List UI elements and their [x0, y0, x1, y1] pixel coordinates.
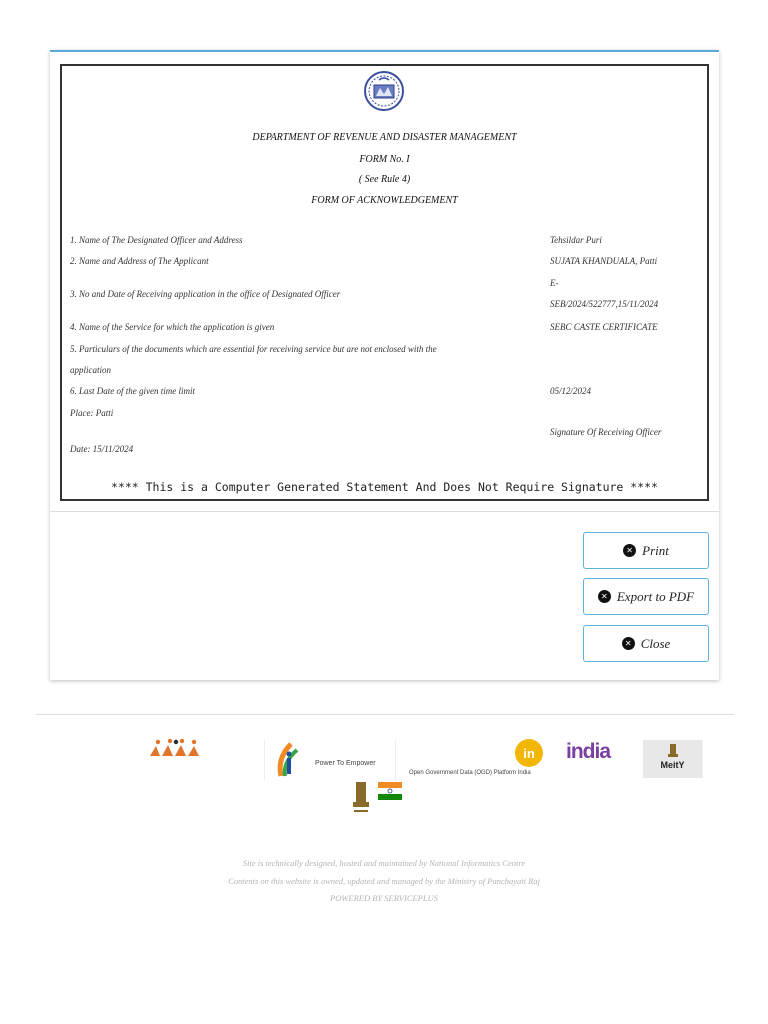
footer-line-ministry: Contents on this website is owned, updated and managed by the Ministry of Panchayati Raj — [228, 876, 540, 886]
export-pdf-button[interactable] — [583, 578, 709, 615]
row-2-label: 2. Name and Address of The Applicant — [70, 256, 209, 266]
meity-logo[interactable] — [643, 740, 703, 778]
meity-label: MeitY — [660, 760, 685, 770]
signature-label: Signature Of Receiving Officer — [550, 427, 662, 437]
footer-powered-by: POWERED BY SERVICEPLUS — [330, 893, 438, 903]
close-circle-icon: ✕ — [623, 544, 636, 557]
digital-india-icon — [275, 740, 305, 778]
row-3-value-line1: E- — [550, 278, 559, 288]
row-1-label: 1. Name of The Designated Officer and Address — [70, 235, 243, 245]
form-title: FORM OF ACKNOWLEDGEMENT — [311, 195, 458, 206]
close-circle-icon: ✕ — [598, 590, 611, 603]
ogd-icon — [514, 738, 544, 768]
close-button[interactable] — [583, 625, 709, 662]
national-emblem-icon — [667, 742, 679, 758]
row-4-label: 4. Name of the Service for which the application is given — [70, 322, 275, 332]
incredible-india-logo[interactable] — [566, 740, 610, 764]
footer-line-nic: Site is technically designed, hosted and maintained by National Informatics Centre — [242, 858, 526, 868]
acknowledgement-card — [50, 50, 719, 680]
footer-divider — [36, 714, 734, 715]
ogd-label: Open Government Data (OGD) Platform India — [409, 770, 531, 776]
row-6-value: 05/12/2024 — [550, 386, 592, 396]
form-rule: ( See Rule 4) — [358, 174, 411, 185]
form-number: FORM No. I — [359, 154, 410, 165]
row-3-value-line2: SEB/2024/522777,15/11/2024 — [550, 299, 659, 309]
row-5-label-line1: 5. Particulars of the documents which are essential for receiving service but are not enclosed with the — [70, 344, 437, 354]
print-button-label: Print — [642, 542, 669, 558]
digital-india-logo[interactable] — [264, 740, 396, 780]
row-3-label: 3. No and Date of Receiving application in the office of Designated Officer — [70, 289, 341, 299]
acknowledgement-form — [60, 64, 709, 501]
close-circle-icon: ✕ — [622, 637, 635, 650]
card-divider — [50, 511, 719, 512]
row-6-label: 6. Last Date of the given time limit — [70, 386, 195, 396]
row-4-value: SEBC CASTE CERTIFICATE — [550, 322, 658, 332]
export-pdf-button-label: Export to PDF — [616, 588, 695, 604]
govt-india-logo[interactable] — [350, 778, 404, 818]
digital-india-tagline: Power To Empower — [315, 760, 376, 767]
odisha-emblem-icon — [363, 70, 405, 112]
row-5-label-line2: application — [70, 365, 111, 375]
row-2-value: SUJATA KHANDUALA, Patti — [550, 256, 658, 266]
place-label: Place: Patti — [70, 408, 114, 418]
svg-text:in: in — [523, 746, 535, 761]
department-title: DEPARTMENT OF REVENUE AND DISASTER MANAGEMENT — [252, 132, 517, 143]
panchayat-logo[interactable] — [146, 738, 208, 760]
computer-generated-notice: **** This is a Computer Generated Statement And Does Not Require Signature **** — [111, 480, 658, 494]
date-label: Date: 15/11/2024 — [70, 444, 134, 454]
india-logo-text: india — [566, 740, 611, 763]
ashoka-emblem-icon — [350, 778, 372, 816]
ogd-logo[interactable] — [406, 738, 546, 780]
close-button-label: Close — [640, 635, 671, 651]
row-1-value: Tehsildar Puri — [550, 235, 602, 245]
print-button[interactable] — [583, 532, 709, 569]
india-flag-icon — [378, 782, 402, 800]
